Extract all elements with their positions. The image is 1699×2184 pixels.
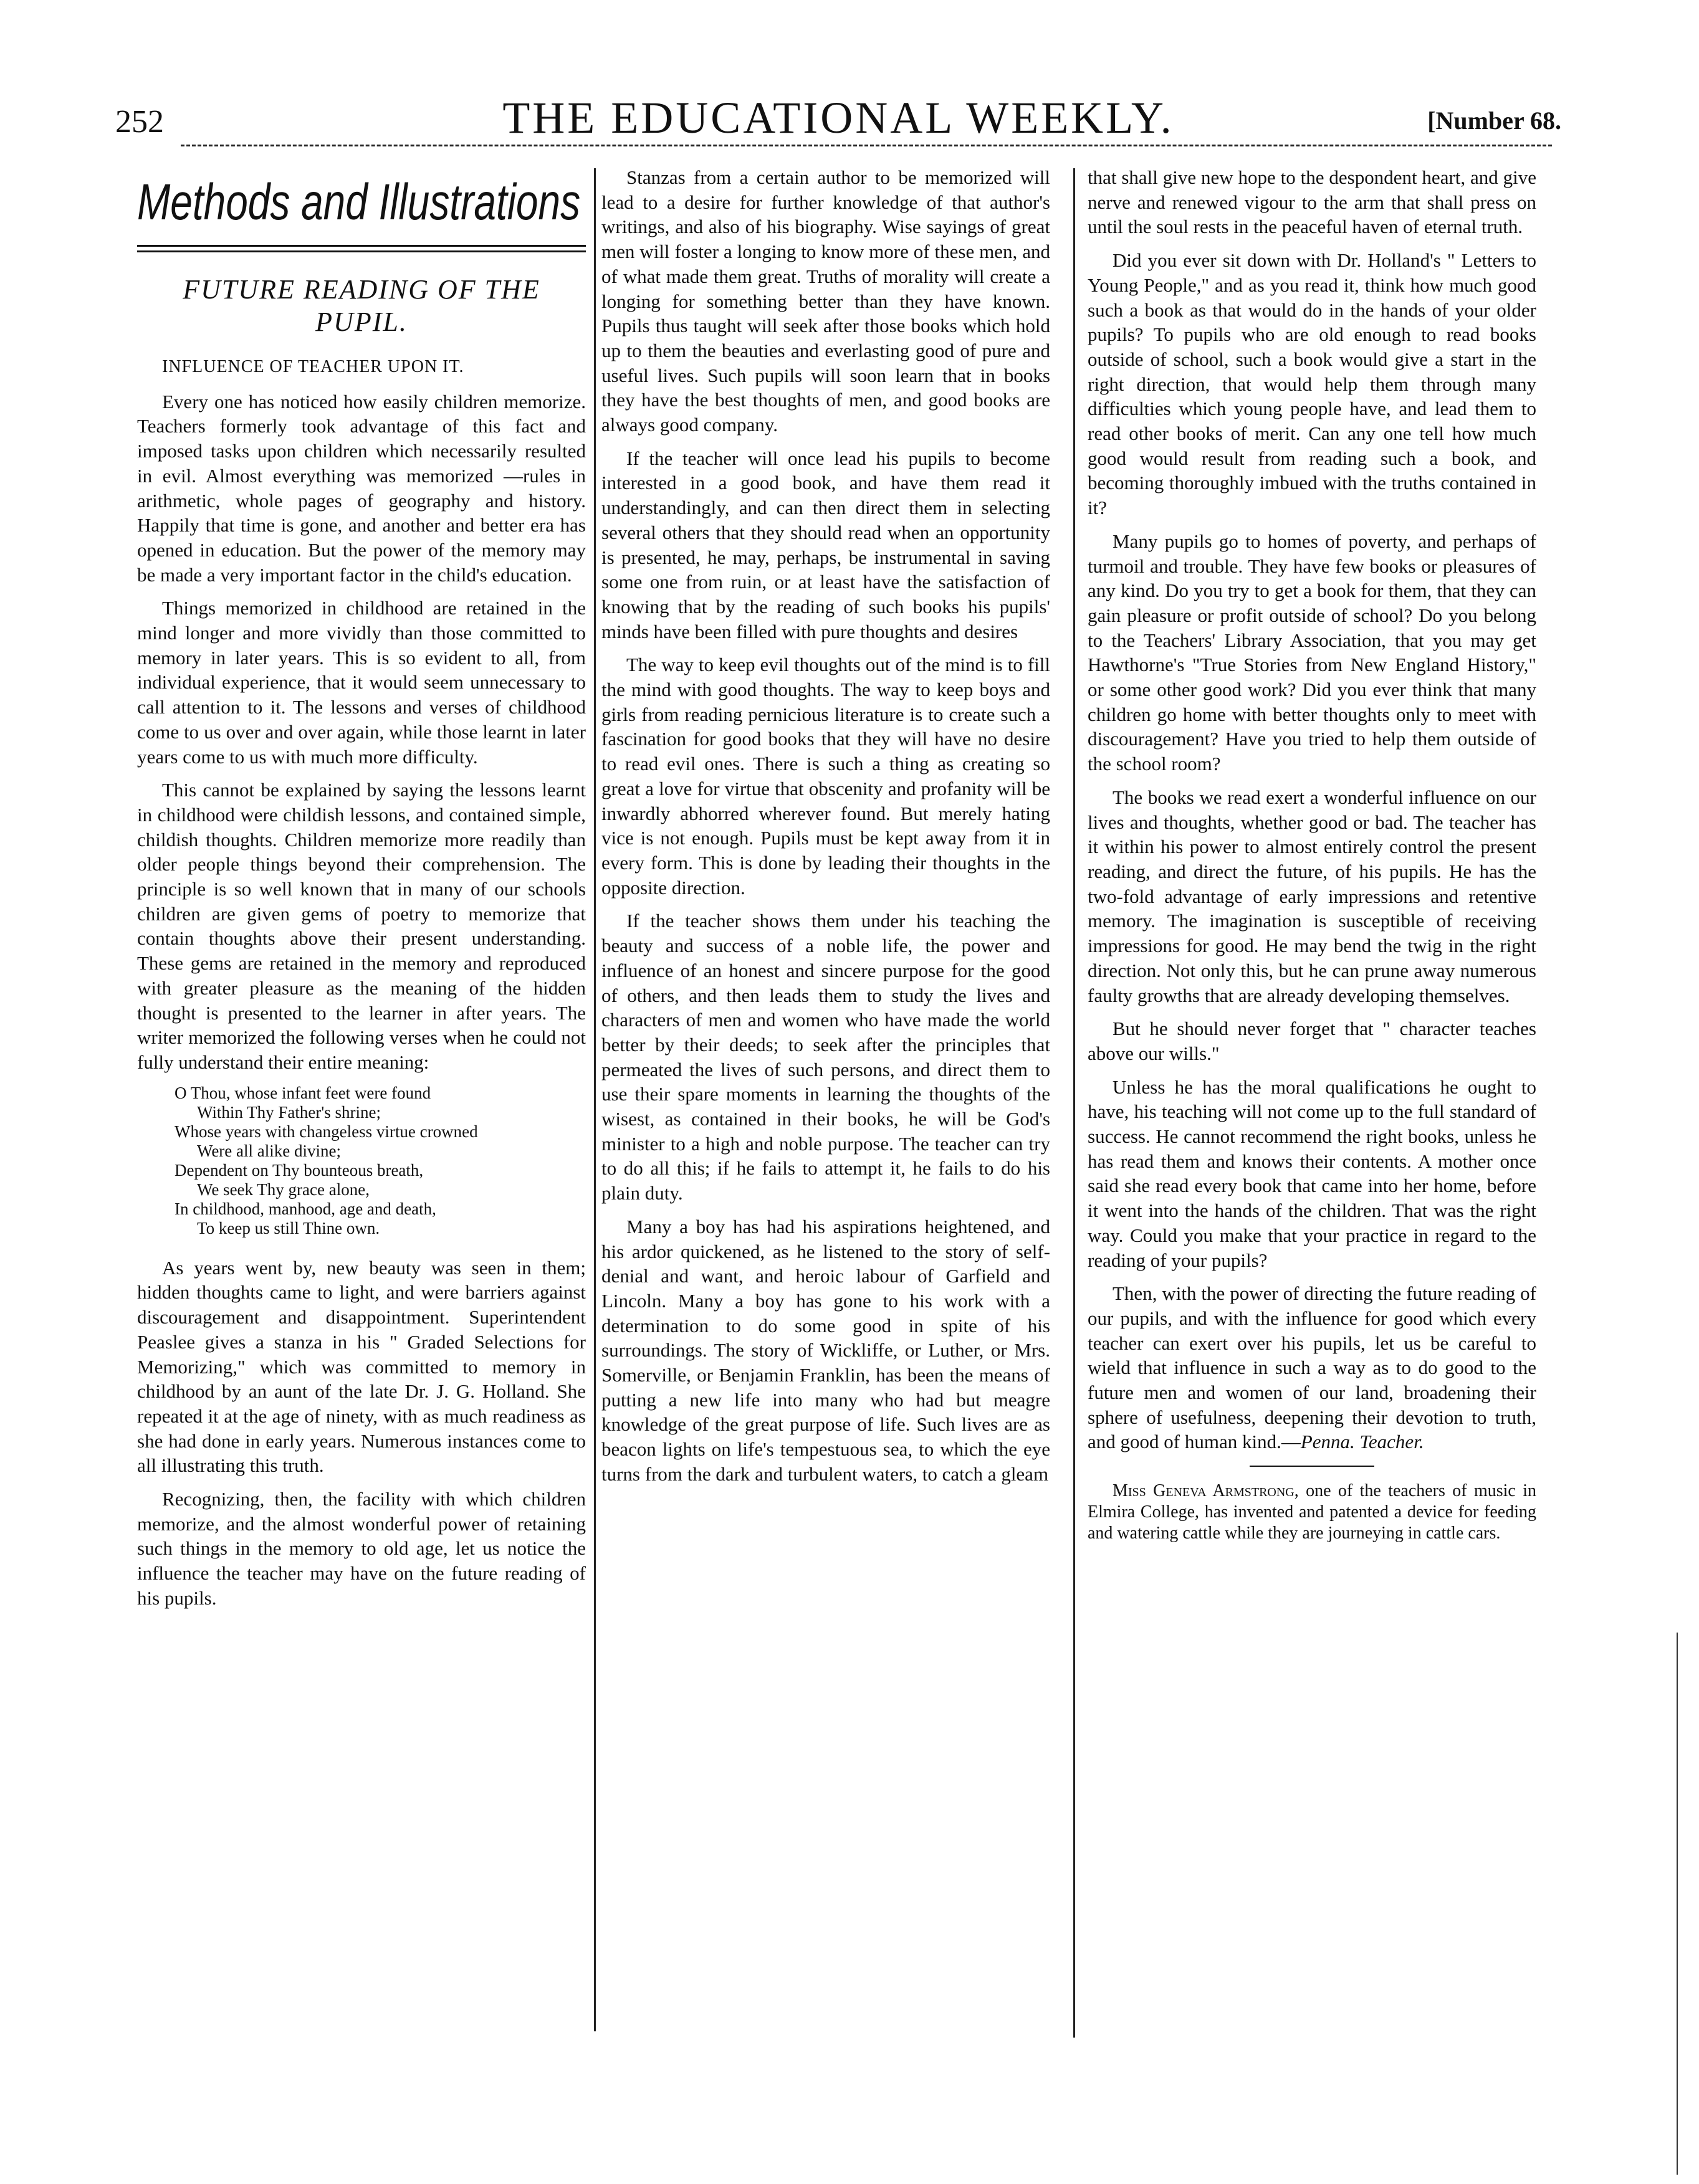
article-title-line-2: PUPIL. bbox=[315, 307, 408, 337]
poem-line: Were all alike divine; bbox=[197, 1141, 341, 1160]
paragraph: Many pupils go to homes of poverty, and perhaps of turmoil and trouble. They have few books or pleasures of any kind. Do you try to get a book for them, that they can gain pleasure or profit outside of school? Do you belong to the Teachers' Library Association, that you may get Hawthorne's "True Stories from New England History," or some other good work? Did you ever think that many children go home with better thoughts only to meet with discouragement? Have you tried to help them outside of the school room? bbox=[1088, 530, 1536, 775]
poem-line: To keep us still Thine own. bbox=[197, 1218, 380, 1237]
column-divider bbox=[1073, 168, 1075, 2038]
paragraph: Recognizing, then, the facility with which children memorize, and the almost wonderful power of retaining such things in the memory to old age, let us notice the influence the teacher may have on the future reading of his pupils. bbox=[137, 1488, 586, 1609]
poem-line: Whose years with changeless virtue crowned bbox=[175, 1122, 478, 1141]
note-divider bbox=[1250, 1466, 1374, 1467]
paragraph: Stanzas from a certain author to be memorized will lead to a desire for further knowledge of that author's writings, and also of his biography. Wise sayings of great men will foster a longing to know more of these men, and of what made them great. Truths of morality will create a longing for something better than they have known. Pupils thus taught will seek after those books which hold up to them the beauties and everlasting good of pure and useful lives. Such pupils will soon learn that in books they have the best thoughts of men, and good books are always good company. bbox=[601, 166, 1050, 436]
journal-title: THE EDUCATIONAL WEEKLY. bbox=[502, 93, 1174, 143]
masthead bbox=[115, 92, 1561, 148]
header-rule bbox=[181, 145, 1552, 146]
paragraph: that shall give new hope to the despondent heart, and give nerve and renewed vigour to the arm that shall press on until the soul rests in the peaceful haven of eternal truth. bbox=[1088, 166, 1536, 238]
column-1 bbox=[137, 165, 586, 2047]
paragraph: Things memorized in childhood are retained in the mind longer and more vividly than those committed to memory in later years. This is so evident to all, from individual experience, that it would seem unnecessary to call attention to it. The lessons and verses of childhood come to us over and over again, while those learnt in later years come to us with much more difficulty. bbox=[137, 597, 586, 768]
column-2 bbox=[601, 165, 1050, 2047]
news-note bbox=[1088, 1481, 1536, 1544]
article-title bbox=[150, 274, 573, 338]
poem-line: Within Thy Father's shrine; bbox=[197, 1102, 381, 1122]
column-3 bbox=[1088, 165, 1536, 2047]
paragraph: But he should never forget that " character teaches above our wills." bbox=[1088, 1018, 1536, 1064]
paragraph: The way to keep evil thoughts out of the mind is to fill the mind with good thoughts. The way to keep boys and girls from reading pernicious literature is to create such a fascination for good books that they will have no desire to read evil ones. There is such a thing as creating so great a love for virtue that obscenity and profanity will be inwardly abhorred wherever found. But merely hating vice is not enough. Pupils must be kept away from it in every form. This is done by leading their thoughts in the opposite direction. bbox=[601, 654, 1050, 899]
right-edge-line bbox=[1677, 1633, 1678, 2175]
poem-line: Dependent on Thy bounteous breath, bbox=[175, 1160, 424, 1180]
poem bbox=[175, 1084, 586, 1238]
closing-text: Then, with the power of directing the future reading of our pupils, and with the influence for good which every teacher can exert over his pupils, let us be careful to wield that influence in such a way as to do good to the future men and women of our land, broadening their sphere of usefulness, deepening their devotion to truth, and good of human kind.— bbox=[1088, 1282, 1536, 1453]
paragraph: The books we read exert a wonderful influence on our lives and thoughts, whether good or bad. The teacher has it within his power to almost entirely control the present reading, and direct the future, of his pupils. He has the two-fold advantage of early impressions and retentive memory. The imagination is susceptible of receiving impressions for good. He may bend the twig in the right direction. Not only this, but he can prune away numerous faulty growths that are already developing themselves. bbox=[1088, 786, 1536, 1006]
paragraph: This cannot be explained by saying the lessons learnt in childhood were childish lessons, and contained simple, childish thoughts. Children memorize more readily than older people things beyond their comprehension. The principle is so well known that in many of our schools children are given gems of poetry to memorize that contain thoughts above their present understanding. These gems are retained in the memory and reproduced with greater pleasure as the meaning of the hidden thought is presented to the learner in after years. The writer memorized the following verses when he could not fully understand their entire meaning: bbox=[137, 779, 586, 1073]
source-signature: Penna. Teacher. bbox=[1300, 1431, 1424, 1453]
closing-paragraph bbox=[1088, 1281, 1536, 1454]
poem-line: O Thou, whose infant feet were found bbox=[175, 1083, 431, 1102]
paragraph: If the teacher will once lead his pupils to become interested in a good book, and have them read it understandingly, and can then direct them in selecting several others that they should read when an opportunity is presented, he may, perhaps, be instrumental in saving some one from ruin, or at least have the satisfaction of knowing that by the reading of such books his pupils' minds have been filled with pure thoughts and desires bbox=[601, 447, 1050, 642]
issue-number: [Number 68. bbox=[1427, 107, 1561, 135]
paragraph: Did you ever sit down with Dr. Holland's " Letters to Young People," and as you read it, think how much good such a book as that would do in the hands of your older pupils? To pupils who are old enough to read books outside of school, such a book would give a start in the right direction, that would help them through many difficulties which young people have, and lead them to read other books of merit. Can any one tell how much good would result from reading such a book, and becoming thoroughly imbued with the truths contained in it? bbox=[1088, 249, 1536, 519]
article-subheading: INFLUENCE OF TEACHER UPON IT. bbox=[162, 357, 464, 376]
note-name: Miss Geneva Armstrong bbox=[1113, 1481, 1295, 1501]
section-heading: Methods and Illustrations bbox=[137, 174, 581, 231]
column-divider bbox=[594, 168, 596, 2031]
article-title-line-1: FUTURE READING OF THE bbox=[183, 274, 540, 305]
paragraph: If the teacher shows them under his teaching the beauty and success of a noble life, the power and influence of an honest and sincere purpose for the good of others, and then leads them to study the lives and characters of men and women who have made the world better by their deeds; to seek after the principles that permeated the lives of such persons, and direct them to use their spare moments in learning the thoughts of the wisest, as contained in their books, he will be God's minister to a high and noble purpose. The teacher can try to do all this; if he fails to attempt it, he fails to do his plain duty. bbox=[601, 910, 1050, 1204]
paragraph: As years went by, new beauty was seen in them; hidden thoughts came to light, and were barriers against discouragement and disappointment. Superintendent Peaslee gives a stanza in his " Graded Selections for Memorizing," which was committed to memory in childhood by an aunt of the late Dr. J. G. Holland. She repeated it at the age of ninety, with as much readiness as she had done in early years. Numerous instances come to all illustrating this truth. bbox=[137, 1256, 586, 1477]
section-double-rule bbox=[137, 245, 586, 252]
paragraph: Many a boy has had his aspirations heightened, and his ardor quickened, as he listened to the story of self-denial and want, and heroic labour of Garfield and Lincoln. Many a boy has gone to his work with a determination to do some good in spite of his surroundings. The story of Wickliffe, or Luther, or Mrs. Somerville, or Benjamin Franklin, has been the means of putting a new life into many who had but meagre knowledge of the great purpose of life. Such lives are as beacon lights on life's tempestuous sea, to which the eye turns from the dark and turbulent waters, to catch a gleam bbox=[601, 1215, 1050, 1485]
poem-line: In childhood, manhood, age and death, bbox=[175, 1199, 436, 1218]
page-number: 252 bbox=[115, 104, 164, 140]
paragraph: Unless he has the moral qualifications he ought to have, his teaching will not come up to the full standard of success. He cannot recommend the right books, unless he has read them and knows their contents. A mother once said she read every book that came into her home, before it went into the hands of the children. That was the right way. Could you make that your practice in regard to the reading of your pupils? bbox=[1088, 1075, 1536, 1271]
poem-line: We seek Thy grace alone, bbox=[197, 1180, 370, 1199]
note-text: , one of the teachers of music in Elmira College, has invented and patented a device for feeding and watering cattle while they are journeying in cattle cars. bbox=[1088, 1481, 1536, 1543]
paragraph: Every one has noticed how easily children memorize. Teachers formerly took advantage of this fact and imposed tasks upon children which necessarily resulted in evil. Almost everything was memorized —rules in arithmetic, whole pages of geography and history. Happily that time is gone, and another and better era has opened in education. But the power of the memory may be made a very important factor in the child's education. bbox=[137, 390, 586, 586]
